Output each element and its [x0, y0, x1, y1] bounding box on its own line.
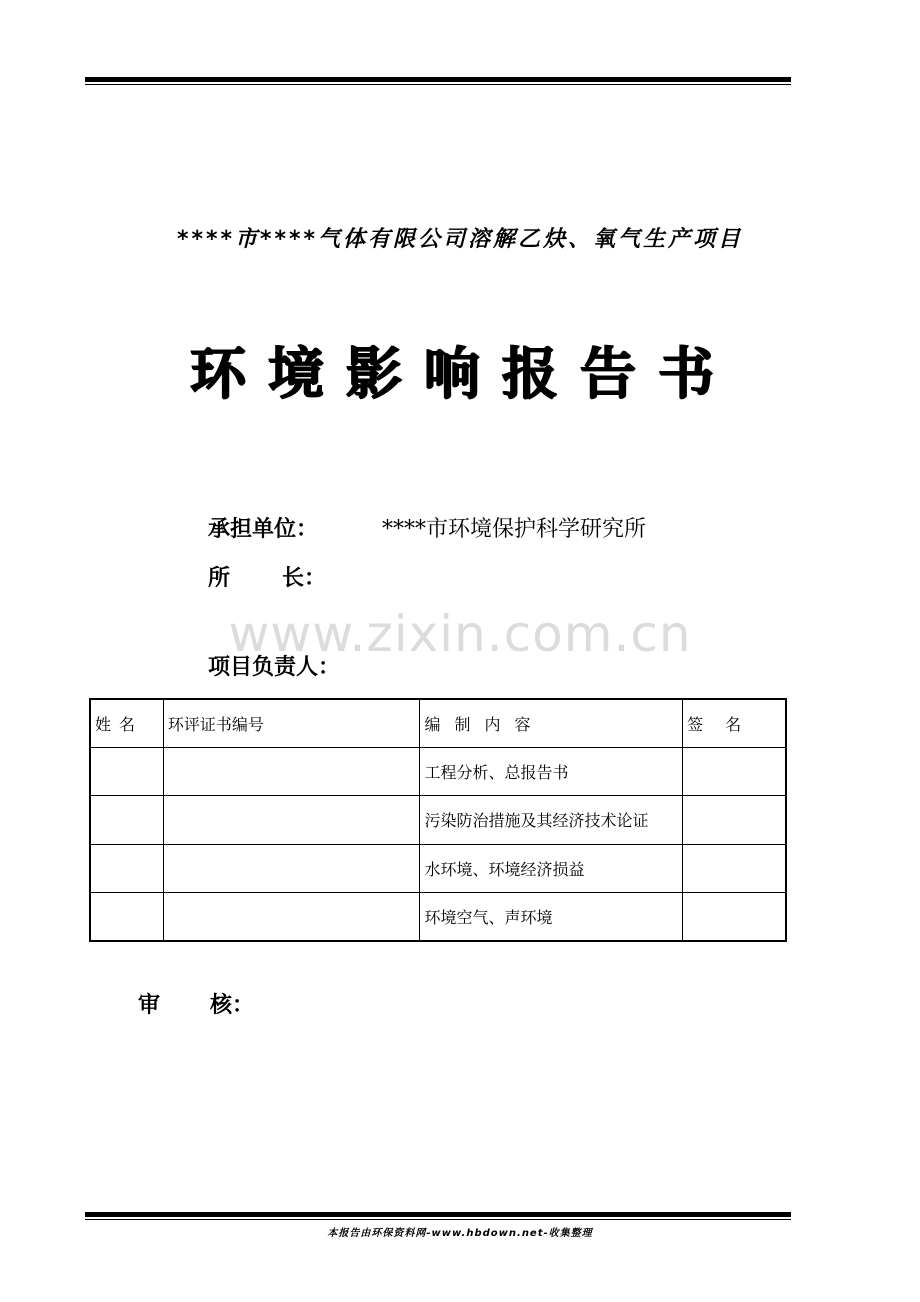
table-row	[90, 844, 786, 892]
review-label-part1: 审	[138, 993, 161, 1018]
cell-name	[90, 892, 163, 941]
header-signature: 签名	[683, 699, 786, 748]
table-row	[90, 748, 786, 796]
watermark: www.zixin.com.cn	[228, 605, 692, 663]
cell-signature	[683, 796, 786, 844]
director-label-part1: 所	[208, 566, 231, 591]
table-row	[90, 892, 786, 941]
review-label-part2: 核：	[210, 993, 255, 1018]
cell-name	[90, 748, 163, 796]
table-header-row	[90, 699, 786, 748]
table-row	[90, 796, 786, 844]
cell-cert-no	[163, 796, 420, 844]
footer-rule-thin	[85, 1219, 791, 1220]
cell-name	[90, 844, 163, 892]
cell-name	[90, 796, 163, 844]
cell-signature	[683, 892, 786, 941]
undertaking-unit-label: 承担单位：	[208, 517, 319, 542]
header-cert-no: 环评证书编号	[163, 699, 420, 748]
project-leader-label: 项目负责人：	[208, 655, 341, 680]
cell-signature	[683, 748, 786, 796]
cell-cert-no	[163, 748, 420, 796]
header-name: 姓名	[90, 699, 163, 748]
header-rule-thick	[85, 77, 791, 82]
project-subtitle: ****市****气体有限公司溶解乙炔、氧气生产项目	[176, 227, 744, 252]
director-label-part2: 长：	[282, 566, 327, 591]
footer-note: 本报告由环保资料网-www.hbdown.net-收集整理	[327, 1228, 593, 1239]
footer-rule-thick	[85, 1212, 791, 1217]
staff-table	[89, 698, 787, 942]
cell-cert-no	[163, 892, 420, 941]
cell-content: 水环境、环境经济损益	[420, 844, 683, 892]
cell-content: 工程分析、总报告书	[420, 748, 683, 796]
director-label	[208, 561, 326, 592]
header-content: 编制内容	[420, 699, 683, 748]
cell-content: 污染防治措施及其经济技术论证	[420, 796, 683, 844]
cell-content: 环境空气、声环境	[420, 892, 683, 941]
review-label	[138, 988, 254, 1019]
cell-cert-no	[163, 844, 420, 892]
cell-signature	[683, 844, 786, 892]
undertaking-unit-value: ****市环境保护科学研究所	[382, 517, 647, 542]
header-rule-thin	[85, 84, 791, 85]
report-title: 环境影响报告书	[190, 342, 736, 407]
